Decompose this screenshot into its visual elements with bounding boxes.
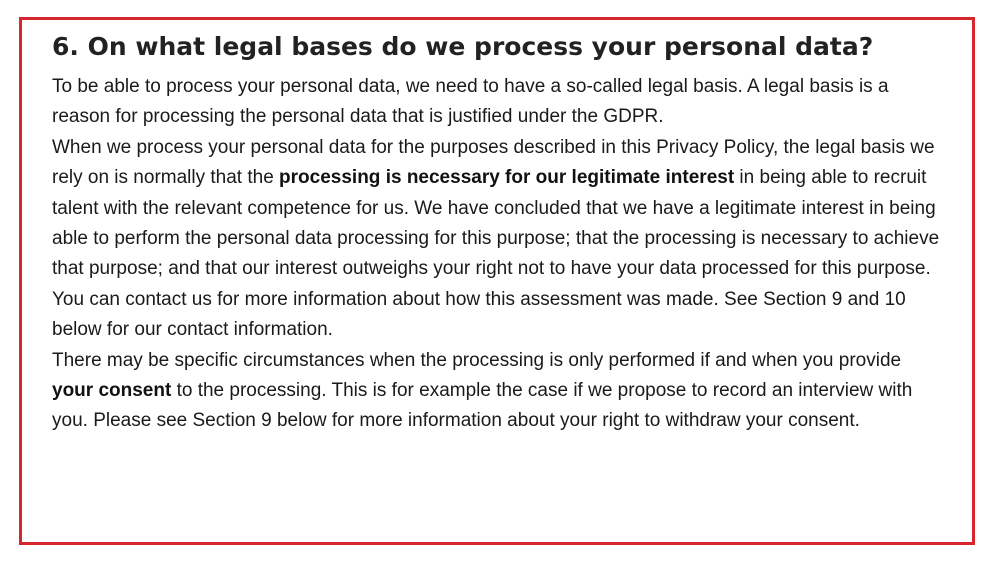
paragraph-legitimate-interest [52, 133, 942, 285]
section-content [52, 30, 942, 437]
bold-your-consent: your consent [52, 380, 172, 402]
paragraph-text: You can contact us for more information about how this assessment was made. See Section 9 and 10 below for our contact information. [52, 288, 906, 341]
paragraph-consent [52, 346, 942, 437]
paragraph-text-before: There may be specific circumstances when the processing is only performed if and when you provide [52, 349, 902, 371]
paragraph-text-after: to the processing. This is for example the case if we propose to record an interview with you. Please see Section 9 below for more information about your right to withdraw your consent. [52, 380, 913, 432]
section-heading: 6. On what legal bases do we process your personal data? [52, 32, 874, 61]
paragraph-text-after: in being able to recruit talent with the relevant competence for us. We have concluded that we have a legitimate interest in being able to perform the personal data processing for this purpose; that the processing is necessary to achieve that purpose; and that our interest outweighs your right not to have your data processed for this purpose. [52, 167, 940, 280]
paragraph-legal-basis-intro [52, 72, 942, 133]
highlighted-section-frame [19, 17, 975, 545]
paragraph-text: To be able to process your personal data, we need to have a so-called legal basis. A legal basis is a reason for processing the personal data that is justified under the GDPR. [52, 76, 889, 128]
bold-legitimate-interest: processing is necessary for our legitimate interest [279, 167, 735, 189]
paragraph-text-before: When we process your personal data for the purposes described in this Privacy Policy, the legal basis we rely on is normally that the [52, 136, 935, 189]
paragraph-contact-info [52, 285, 942, 346]
